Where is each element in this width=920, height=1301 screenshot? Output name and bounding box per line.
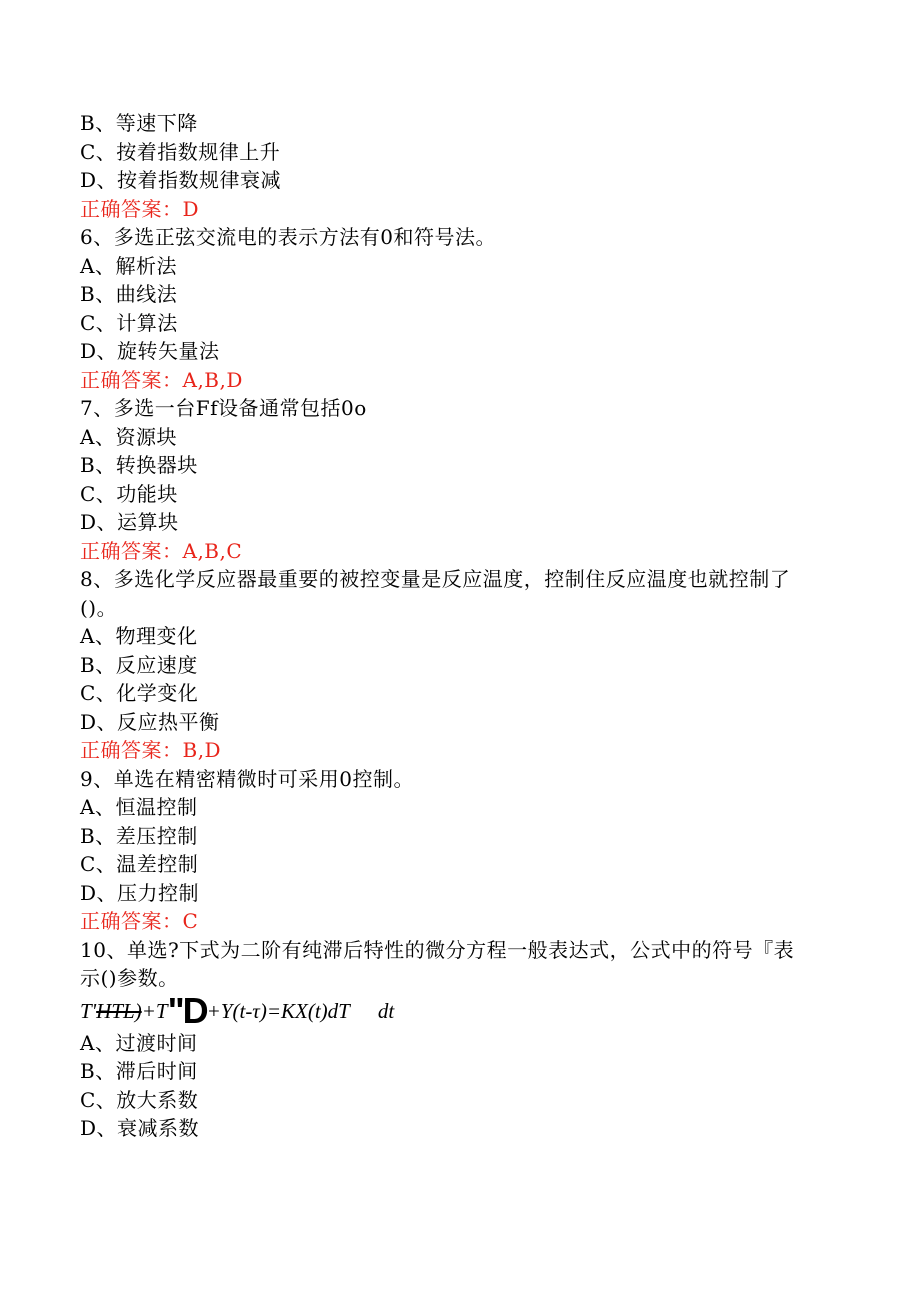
- question-8: 8、多选化学反应器最重要的被控变量是反应温度，控制住反应温度也就控制了: [80, 567, 791, 591]
- option-d-q10: D、衰减系数: [80, 1116, 200, 1140]
- option-c-q5: C、按着指数规律上升: [80, 140, 281, 164]
- question-10: 10、单选?下式为二阶有纯滞后特性的微分方程一般表达式，公式中的符号『表: [80, 938, 795, 962]
- option-d-q5: D、按着指数规律衰减: [80, 168, 282, 192]
- option-b-q6: B、曲线法: [80, 282, 178, 306]
- formula-part-5: +Y(t-τ)=KX(t)dT: [206, 999, 350, 1023]
- question-7: 7、多选一台Ff设备通常包括0o: [80, 396, 367, 420]
- option-c-q7: C、功能块: [80, 482, 178, 506]
- question-8-cont: ()。: [80, 596, 118, 620]
- answer-q9: 正确答案：C: [80, 909, 199, 933]
- formula-part-2: HTL): [96, 999, 142, 1023]
- option-b-q8: B、反应速度: [80, 653, 198, 677]
- answer-q5: 正确答案：D: [80, 197, 200, 221]
- option-a-q9: A、恒温控制: [80, 795, 198, 819]
- option-c-q10: C、放大系数: [80, 1088, 199, 1112]
- formula-part-6: dt: [377, 999, 395, 1023]
- option-a-q6: A、解析法: [80, 254, 177, 278]
- formula-part-3: +T: [141, 999, 168, 1023]
- option-d-q8: D、反应热平衡: [80, 710, 220, 734]
- question-6: 6、多选正弦交流电的表示方法有0和符号法。: [80, 225, 496, 249]
- option-c-q9: C、温差控制: [80, 852, 199, 876]
- answer-q8: 正确答案：B,D: [80, 738, 222, 762]
- option-d-q7: D、运算块: [80, 510, 179, 534]
- answer-q6: 正确答案：A,B,D: [80, 368, 243, 392]
- formula-part-1: T': [80, 999, 97, 1023]
- option-b-q10: B、滞后时间: [80, 1059, 198, 1083]
- answer-q7: 正确答案：A,B,C: [80, 539, 243, 563]
- option-c-q6: C、计算法: [80, 311, 178, 335]
- option-b-q9: B、差压控制: [80, 824, 198, 848]
- option-b-q5: B、等速下降: [80, 111, 198, 135]
- option-d-q9: D、压力控制: [80, 881, 200, 905]
- option-a-q10: A、过渡时间: [80, 1031, 198, 1055]
- option-c-q8: C、化学变化: [80, 681, 199, 705]
- question-10-cont: 示()参数。: [80, 966, 179, 990]
- differential-equation-formula: [80, 990, 395, 1031]
- option-a-q7: A、资源块: [80, 425, 177, 449]
- formula-part-4: "D: [167, 990, 207, 1031]
- option-b-q7: B、转换器块: [80, 453, 198, 477]
- option-a-q8: A、物理变化: [80, 624, 198, 648]
- option-d-q6: D、旋转矢量法: [80, 339, 220, 363]
- question-9: 9、单选在精密精微时可采用0控制。: [80, 767, 414, 791]
